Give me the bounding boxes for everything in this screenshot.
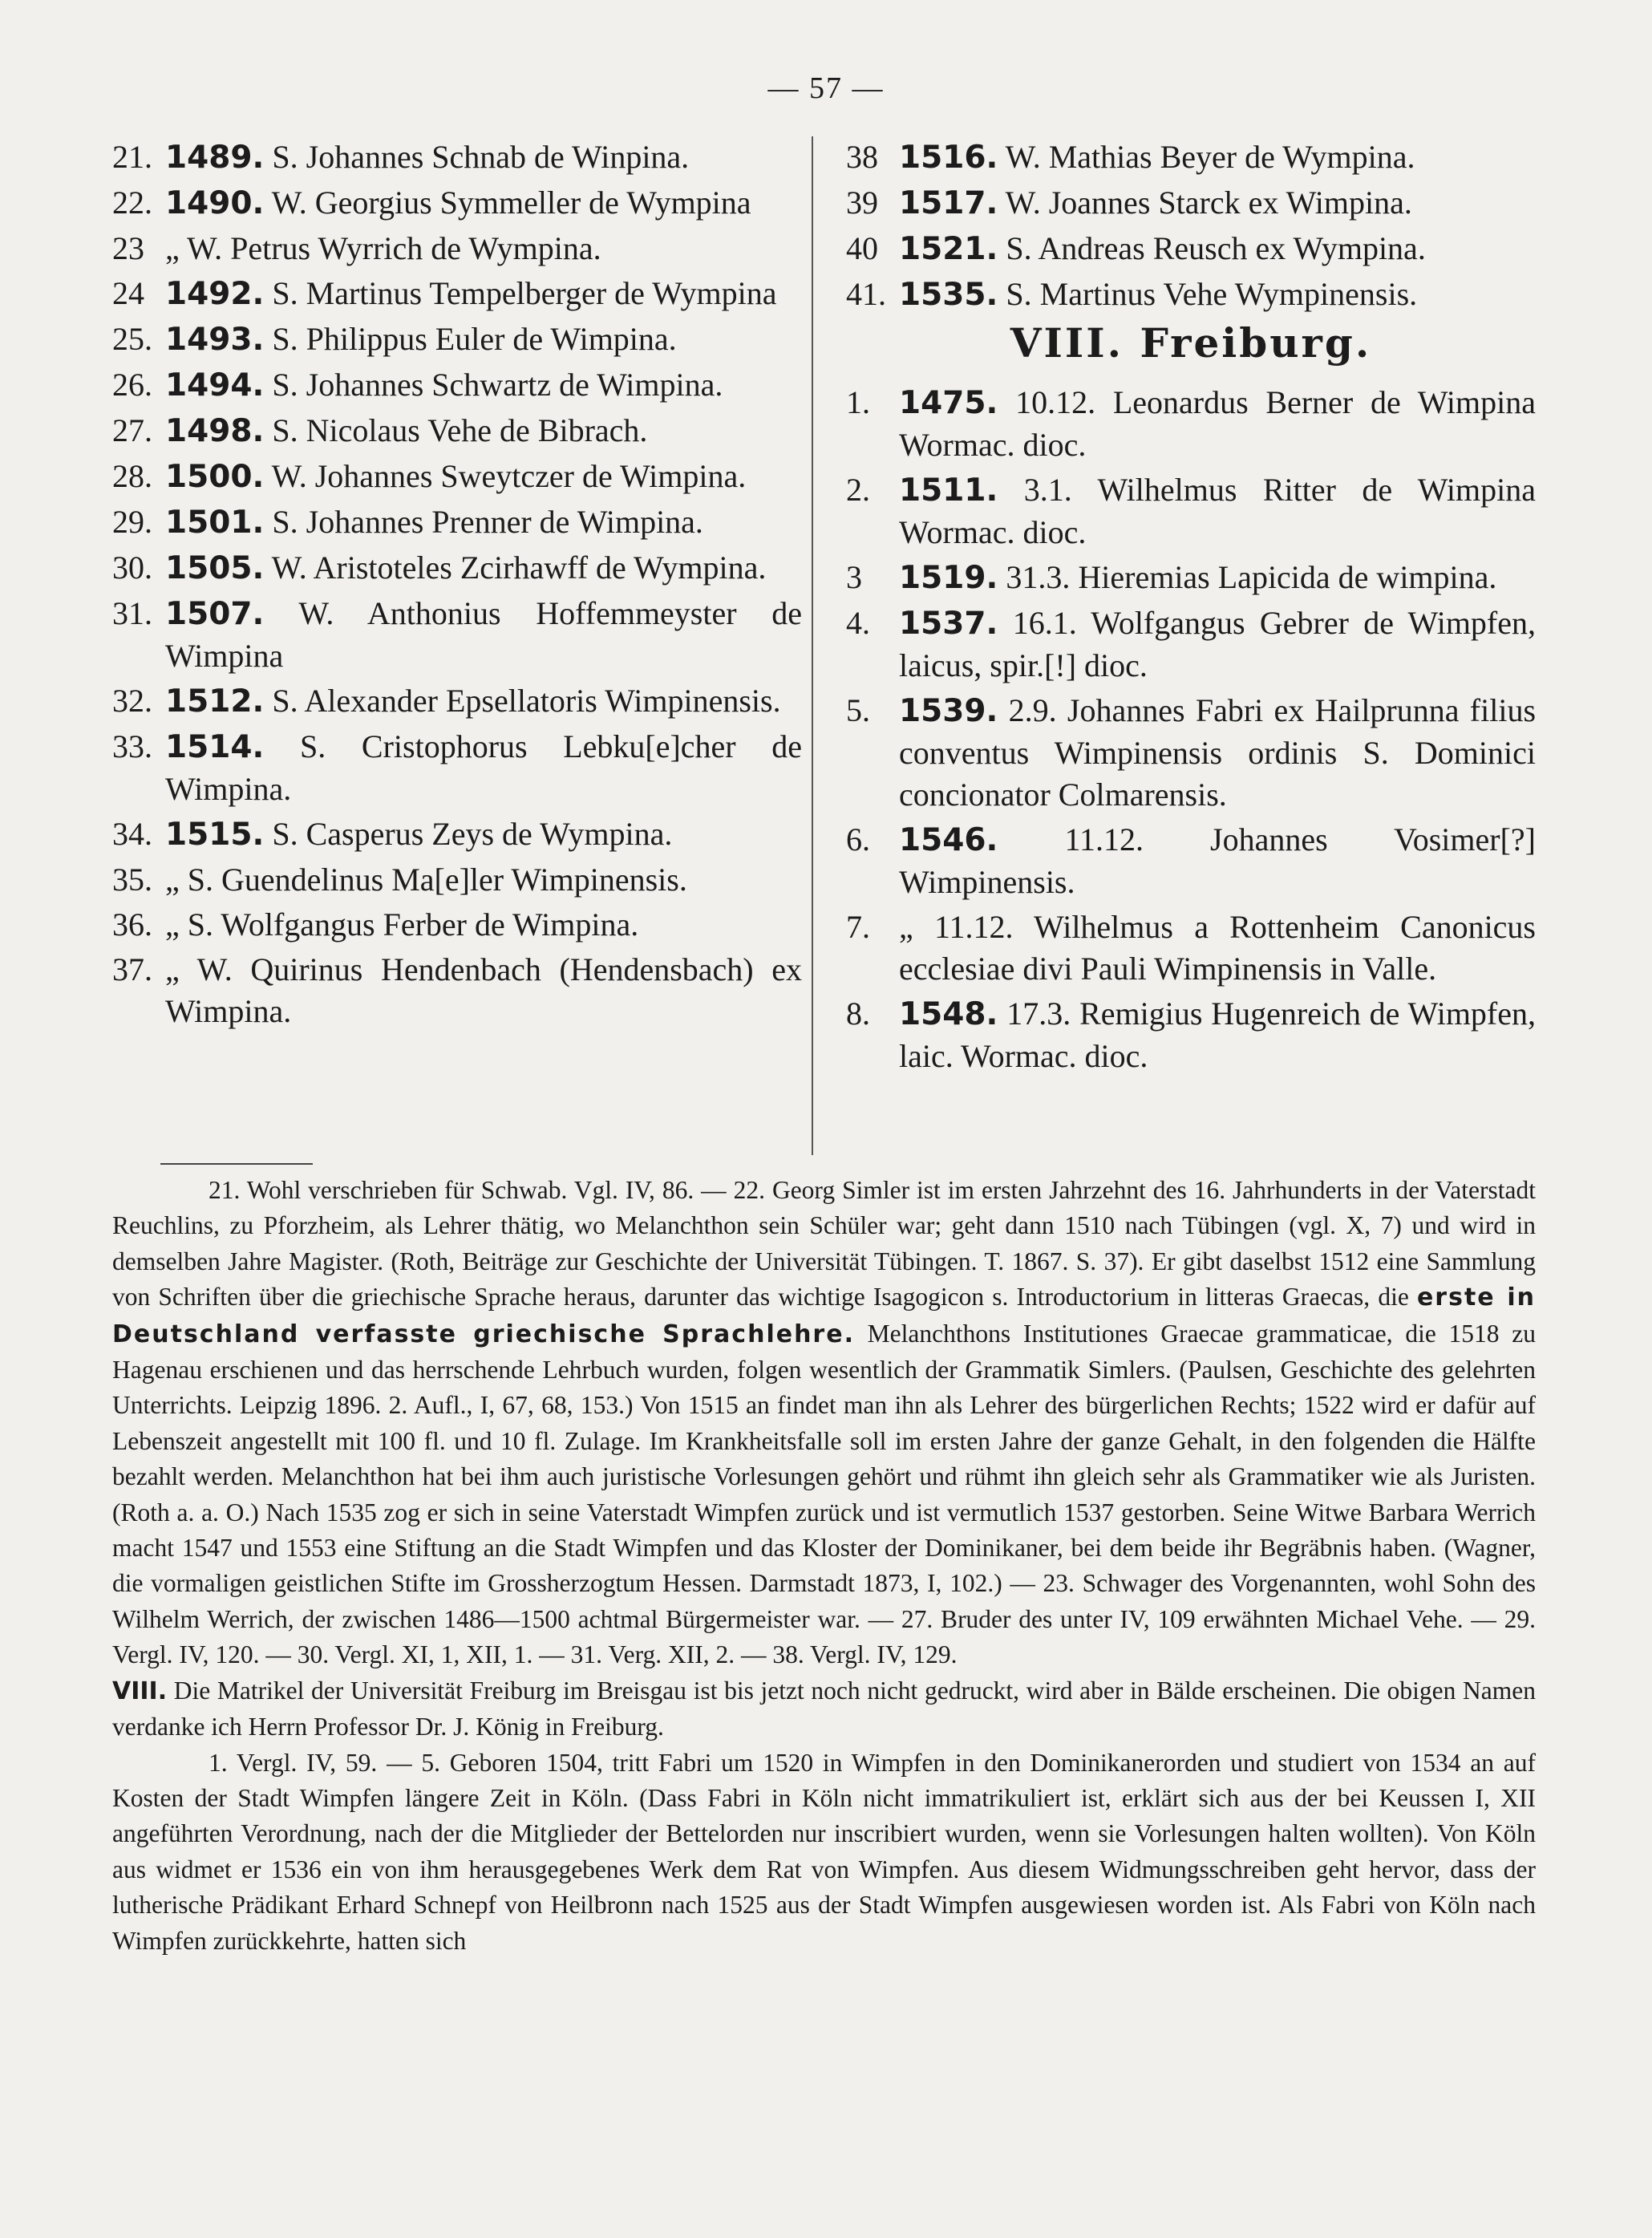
entry-text: W. Joannes Starck ex Wimpina. bbox=[1005, 184, 1412, 221]
entry-text: W. Anthonius Hoffemmeyster de Wimpina bbox=[165, 595, 802, 674]
matriculation-entry bbox=[846, 690, 1536, 816]
entry-number: 41. bbox=[846, 276, 886, 312]
matriculation-entry bbox=[846, 819, 1536, 903]
entry-text: „ 11.12. Wilhelmus a Rottenheim Canonicus ecclesiae divi Pauli Wimpinensis in Valle. bbox=[899, 909, 1536, 987]
entry-number: 6. bbox=[846, 821, 870, 857]
matriculation-entry bbox=[112, 949, 802, 1032]
matriculation-entry bbox=[112, 456, 802, 498]
entry-text: S. Martinus Vehe Wympinensis. bbox=[1006, 276, 1418, 312]
entry-number: 7. bbox=[846, 909, 870, 945]
entry-number: 21. bbox=[112, 139, 152, 175]
entry-text: S. Andreas Reusch ex Wympina. bbox=[1006, 230, 1426, 266]
matriculation-entry bbox=[112, 501, 802, 544]
entry-text: „ S. Guendelinus Ma[e]ler Wimpinensis. bbox=[165, 862, 687, 898]
footnote-emphasis: erste in Deutschland verfasste griechische Sprachlehre. bbox=[112, 1283, 1536, 1348]
entry-text: „ W. Petrus Wyrrich de Wympina. bbox=[165, 230, 601, 266]
right-column-top-list bbox=[846, 136, 1536, 316]
entry-text: S. Nicolaus Vehe de Bibrach. bbox=[272, 412, 648, 448]
entry-number: 36. bbox=[112, 906, 152, 943]
entry-year: 1489. bbox=[165, 140, 265, 176]
entry-year: 1514. bbox=[165, 729, 265, 765]
entry-number: 32. bbox=[112, 683, 152, 719]
entry-number: 25. bbox=[112, 321, 152, 357]
matriculation-entry bbox=[112, 813, 802, 856]
entry-number: 2. bbox=[846, 472, 870, 508]
entry-year: 1500. bbox=[165, 459, 265, 495]
entry-number: 29. bbox=[112, 504, 152, 540]
matriculation-entry bbox=[112, 410, 802, 452]
matriculation-entry bbox=[112, 726, 802, 810]
entry-year: 1515. bbox=[165, 817, 265, 853]
entry-year: 1535. bbox=[899, 277, 998, 313]
entry-number: 24 bbox=[112, 275, 144, 311]
matriculation-entry bbox=[112, 273, 802, 315]
entry-year: 1539. bbox=[899, 693, 998, 729]
entry-text: 11.12. Johannes Vosimer[?] Wimpinensis. bbox=[899, 821, 1536, 900]
entry-year: 1516. bbox=[899, 140, 998, 176]
matriculation-entry bbox=[846, 228, 1536, 270]
entry-number: 22. bbox=[112, 184, 152, 221]
left-column bbox=[112, 136, 802, 1036]
entry-number: 8. bbox=[846, 995, 870, 1032]
entry-text: W. Johannes Sweytczer de Wimpina. bbox=[271, 458, 747, 494]
entry-number: 28. bbox=[112, 458, 152, 494]
entry-text: S. Johannes Schwartz de Wimpina. bbox=[272, 367, 723, 403]
matriculation-entry bbox=[112, 364, 802, 407]
entry-number: 5. bbox=[846, 692, 870, 728]
entry-number: 37. bbox=[112, 951, 152, 987]
page-number: — 57 — bbox=[767, 71, 885, 105]
entry-text: S. Cristophorus Lebku[e]cher de Wimpina. bbox=[165, 728, 803, 807]
entry-text: 17.3. Remigius Hugenreich de Wimpfen, laic. Wormac. dioc. bbox=[899, 995, 1536, 1074]
entry-number: 30. bbox=[112, 549, 152, 586]
footnote-paragraph bbox=[112, 1745, 1536, 1959]
entry-year: 1501. bbox=[165, 505, 265, 541]
entry-text: S. Johannes Schnab de Winpina. bbox=[272, 139, 690, 175]
matriculation-entry bbox=[846, 469, 1536, 553]
entry-year: 1511. bbox=[899, 472, 998, 509]
right-column bbox=[846, 136, 1536, 1080]
entry-year: 1494. bbox=[165, 367, 265, 403]
entry-number: 35. bbox=[112, 862, 152, 898]
footnote-section-label: VIII. bbox=[112, 1676, 168, 1705]
column-divider bbox=[812, 136, 813, 1155]
matriculation-entry bbox=[112, 136, 802, 179]
footnote-text: 21. Wohl verschrieben für Schwab. Vgl. IV, 86. — 22. Georg Simler ist im ersten Jahrzehnt des 16. Jahrhunderts in der Vaterstadt Reuchlins, zu Pforzheim, als Lehrer thätig, wo Melanchthon sein Schüler war; geht dann 1510 nach Tübingen (vgl. X, 7) und wird in demselben Jahre Magister. (Roth, Beiträge zur Geschichte der Universität Tübingen. T. 1867. S. 37). Er gibt daselbst 1512 eine Sammlung von Schriften über die griechische Sprache heraus, darunter das wichtige Isagogicon s. Introductorium in litteras Graecas, die bbox=[112, 1176, 1536, 1312]
footnote-paragraph bbox=[112, 1173, 1536, 1673]
entry-text: W. Aristoteles Zcirhawff de Wympina. bbox=[271, 549, 767, 586]
entry-text: „ S. Wolfgangus Ferber de Wimpina. bbox=[165, 906, 639, 943]
entry-year: 1512. bbox=[165, 683, 265, 720]
footnote-text: Melanchthons Institutiones Graecae grammaticae, die 1518 zu Hagenau erschienen und das herrschende Lehrbuch wurden, folgen wesentlich der Grammatik Simlers. (Paulsen, Geschichte des gelehrten Unterrichts. Leipzig 1896. 2. Aufl., I, 67, 68, 153.) Von 1515 an findet man ihn als Lehrer des bürgerlichen Rechts; 1522 wird er dafür auf Lebenszeit angestellt mit 100 fl. und 10 fl. Zulage. Im Krankheitsfalle soll im ersten Jahre der ganze Gehalt, in den folgenden die Hälfte bezahlt werden. Melanchthon hat bei ihm auch juristische Vorlesungen gehört und rühmt ihn gleich sehr als Grammatiker wie als Juristen. (Roth a. a. O.) Nach 1535 zog er sich in seine Vaterstadt Wimpfen zurück und ist vermutlich 1537 gestorben. Seine Witwe Barbara Werrich macht 1547 und 1553 eine Stiftung an die Stadt Wimpfen und das Kloster der Dominikaner, bei dem beide ihr Begräbnis haben. (Wagner, die vormaligen geistlichen Stifte im Grossherzogtum Hessen. Darmstadt 1873, I, 102.) — 23. Schwager des Vorgenannten, wohl Sohn des Wilhelm Werrich, der zwischen 1486—1500 achtmal Bürgermeister war. — 27. Bruder des unter IV, 109 erwähnten Michael Vehe. — 29. Vergl. IV, 120. — 30. Vergl. XI, 1, XII, 1. — 31. Verg. XII, 2. — 38. Vergl. IV, 129. bbox=[112, 1319, 1536, 1669]
entry-number: 1. bbox=[846, 384, 870, 420]
matriculation-entry bbox=[112, 228, 802, 270]
right-column-bottom-list bbox=[846, 382, 1536, 1077]
matriculation-entry bbox=[112, 680, 802, 723]
entry-text: W. Georgius Symmeller de Wympina bbox=[271, 184, 751, 221]
entry-text: W. Mathias Beyer de Wympina. bbox=[1005, 139, 1415, 175]
matriculation-entry bbox=[846, 382, 1536, 466]
entry-text: S. Martinus Tempelberger de Wympina bbox=[272, 275, 777, 311]
matriculation-entry bbox=[846, 906, 1536, 990]
matriculation-entry bbox=[112, 904, 802, 946]
entry-text: „ W. Quirinus Hendenbach (Hendensbach) ex Wimpina. bbox=[165, 951, 802, 1029]
matriculation-entry bbox=[846, 274, 1536, 316]
entry-year: 1475. bbox=[899, 385, 998, 421]
entry-number: 27. bbox=[112, 412, 152, 448]
footnote-rule bbox=[160, 1163, 313, 1165]
entry-year: 1548. bbox=[899, 996, 998, 1032]
entry-year: 1493. bbox=[165, 322, 265, 358]
entry-year: 1498. bbox=[165, 413, 265, 449]
entry-text: 31.3. Hieremias Lapicida de wimpina. bbox=[1006, 559, 1497, 595]
entry-text: 16.1. Wolfgangus Gebrer de Wimpfen, laicus, spir.[!] dioc. bbox=[899, 605, 1537, 683]
entry-number: 38 bbox=[846, 139, 878, 175]
entry-text: 3.1. Wilhelmus Ritter de Wimpina Wormac. dioc. bbox=[899, 472, 1537, 550]
entry-number: 40 bbox=[846, 230, 878, 266]
matriculation-entry bbox=[846, 993, 1536, 1077]
matriculation-entry bbox=[112, 547, 802, 590]
entry-year: 1505. bbox=[165, 550, 265, 586]
entry-number: 23 bbox=[112, 230, 144, 266]
entry-text: 10.12. Leonardus Berner de Wimpina Wormac. dioc. bbox=[899, 384, 1537, 463]
matriculation-entry bbox=[112, 859, 802, 901]
entry-text: S. Philippus Euler de Wimpina. bbox=[272, 321, 677, 357]
entry-number: 31. bbox=[112, 595, 152, 631]
entry-number: 26. bbox=[112, 367, 152, 403]
footnote-text: 1. Vergl. IV, 59. — 5. Geboren 1504, tritt Fabri um 1520 in Wimpfen in den Dominikanerorden und studiert von 1534 an auf Kosten der Stadt Wimpfen längere Zeit in Köln. (Dass Fabri in Köln nicht immatrikuliert ist, erklärt sich aus der bei Keussen I, XII angeführten Verordnung, nach der die Mitglieder der Bettelorden nur inscribiert wurden, wenn sie Vorlesungen halten wollten). Von Köln aus widmet er 1536 ein von ihm herausgegebenes Werk dem Rat von Wimpfen. Aus diesem Widmungsschreiben geht hervor, dass der lutherische Prädikant Erhard Schnepf von Heilbronn nach 1525 aus der Stadt Wimpfen ausgewiesen worden ist. Als Fabri von Köln nach Wimpfen zurückkehrte, hatten sich bbox=[112, 1748, 1536, 1955]
matriculation-entry bbox=[846, 136, 1536, 179]
entry-text: S. Alexander Epsellatoris Wimpinensis. bbox=[272, 683, 781, 719]
section-heading: VIII. Freiburg. bbox=[1010, 319, 1372, 367]
matriculation-entry bbox=[846, 182, 1536, 225]
entry-year: 1519. bbox=[899, 560, 998, 596]
footnote-text: Die Matrikel der Universität Freiburg im Breisgau ist bis jetzt noch nicht gedruckt, wird aber in Bälde erscheinen. Die obigen Namen verdanke ich Herrn Professor Dr. J. König in Freiburg. bbox=[112, 1676, 1537, 1741]
entry-year: 1490. bbox=[165, 185, 265, 221]
entry-text: S. Casperus Zeys de Wympina. bbox=[272, 816, 673, 852]
entry-year: 1507. bbox=[165, 596, 265, 632]
matriculation-entry bbox=[112, 182, 802, 225]
entry-year: 1521. bbox=[899, 231, 998, 267]
footnotes bbox=[112, 1173, 1536, 1959]
matriculation-entry bbox=[112, 318, 802, 361]
entry-number: 33. bbox=[112, 728, 152, 764]
entry-year: 1537. bbox=[899, 606, 998, 642]
entry-text: S. Johannes Prenner de Wimpina. bbox=[272, 504, 703, 540]
matriculation-entry bbox=[112, 593, 802, 677]
entry-number: 34. bbox=[112, 816, 152, 852]
entry-year: 1546. bbox=[899, 822, 998, 858]
entry-number: 39 bbox=[846, 184, 878, 221]
matriculation-entry bbox=[846, 557, 1536, 599]
entry-year: 1492. bbox=[165, 276, 265, 312]
matriculation-entry bbox=[846, 602, 1536, 687]
footnote-paragraph bbox=[112, 1673, 1536, 1745]
entry-number: 4. bbox=[846, 605, 870, 641]
entry-year: 1517. bbox=[899, 185, 998, 221]
entry-text: 2.9. Johannes Fabri ex Hailprunna filius conventus Wimpinensis ordinis S. Dominici concionator Colmarensis. bbox=[899, 692, 1537, 813]
entry-number: 3 bbox=[846, 559, 862, 595]
